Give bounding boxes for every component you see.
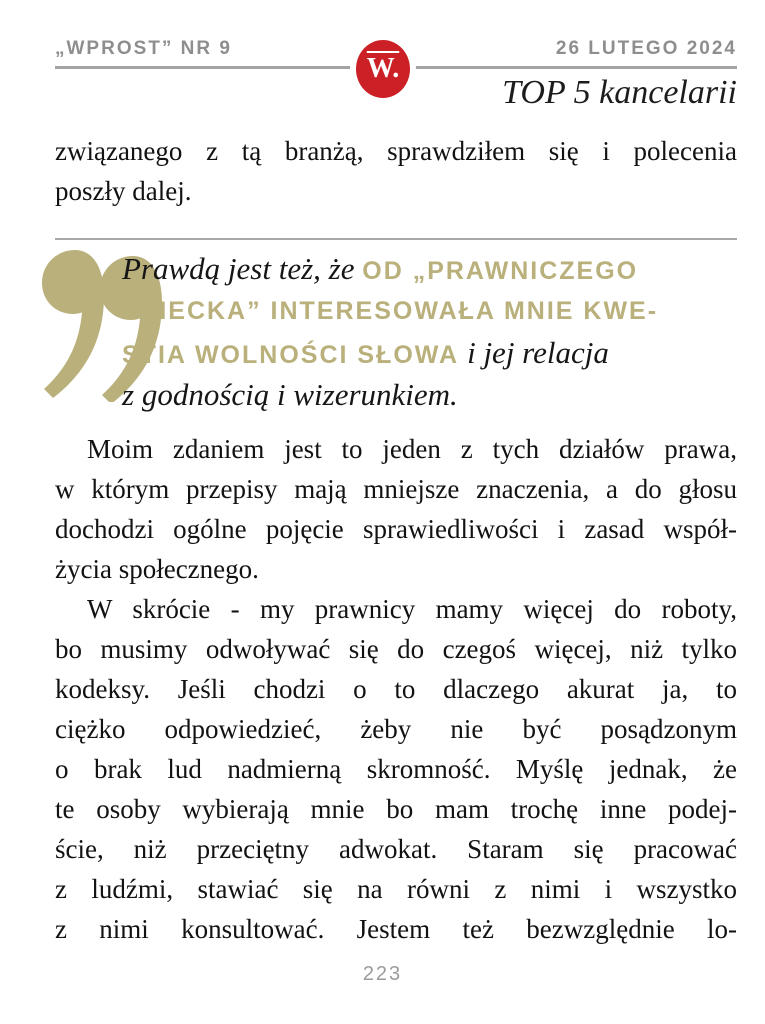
text-line: te osoby wybierają mnie bo mam trochę inne podej- bbox=[55, 794, 737, 824]
article-paragraph-first bbox=[55, 131, 737, 211]
wprost-logo-letter: W. bbox=[366, 53, 400, 84]
text-line: kodeksy. Jeśli chodzi o to dlaczego akurat ja, to bbox=[55, 674, 737, 704]
paragraph bbox=[55, 131, 737, 211]
text-line: Moim zdaniem jest to jeden z tych działów prawa, bbox=[87, 434, 737, 464]
text-line: bo musimy odwoływać się do czegoś więcej, niż tylko bbox=[55, 634, 737, 664]
quote-italic-text: i jej relacja bbox=[467, 335, 609, 370]
quote-line bbox=[122, 248, 737, 290]
paragraph bbox=[55, 589, 737, 949]
quote-accent-text: OD „PRAWNICZEGO bbox=[362, 257, 639, 285]
quote-divider-rule bbox=[55, 238, 737, 240]
text-line: w którym przepisy mają mniejsze znaczenia, a do głosu bbox=[55, 474, 737, 504]
quote-italic-text: z godnością i wizerunkiem. bbox=[122, 377, 458, 412]
page-number: 223 bbox=[362, 963, 403, 985]
quote-line bbox=[122, 374, 737, 416]
text-line: o brak lud nadmierną skromność. Myślę jednak, że bbox=[55, 754, 737, 784]
section-title: TOP 5 kancelarii bbox=[502, 74, 737, 111]
quote-italic-text: Prawdą jest też, że bbox=[122, 251, 363, 286]
pull-quote bbox=[122, 248, 737, 416]
text-line: ciężko odpowiedzieć, żeby nie być posądzonym bbox=[55, 714, 737, 744]
text-line: W skrócie - my prawnicy mamy więcej do roboty, bbox=[87, 594, 737, 624]
issue-date-label: 26 LUTEGO 2024 bbox=[555, 38, 737, 59]
quote-line bbox=[122, 290, 737, 332]
text-line: z nimi konsultować. Jestem też bezwzględnie lo- bbox=[55, 914, 737, 944]
text-line: dochodzi ogólne pojęcie sprawiedliwości i zasad współ- bbox=[55, 514, 737, 544]
article-body bbox=[55, 429, 737, 949]
text-line: związanego z tą branżą, sprawdziłem się i polecenia bbox=[55, 136, 737, 166]
quote-accent-text: STIA WOLNOŚCI SŁOWA bbox=[122, 341, 468, 369]
paragraph bbox=[55, 429, 737, 589]
magazine-issue-label: „WPROST” NR 9 bbox=[55, 38, 232, 59]
quote-line bbox=[122, 332, 737, 374]
quote-accent-text: DZIECKA” INTERESOWAŁA MNIE KWE- bbox=[122, 297, 659, 325]
wprost-logo-icon bbox=[350, 34, 416, 104]
text-line: poszły dalej. bbox=[55, 176, 192, 206]
text-line: z ludźmi, stawiać się na równi z nimi i wszystko bbox=[55, 874, 737, 904]
text-line: ście, niż przeciętny adwokat. Staram się pracować bbox=[55, 834, 737, 864]
text-line: życia społecznego. bbox=[55, 554, 259, 584]
